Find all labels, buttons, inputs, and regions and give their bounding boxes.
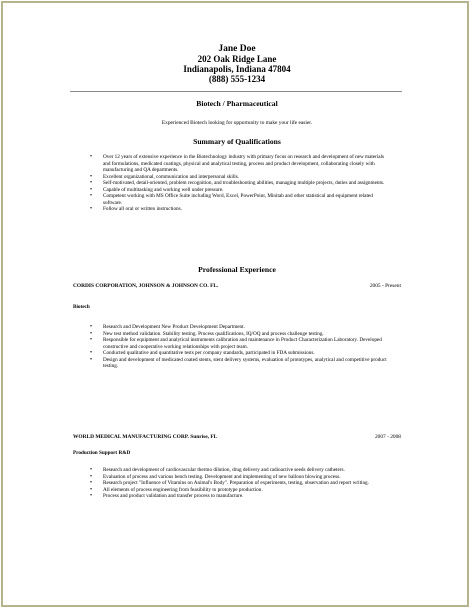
company-name: CORDIS CORPORATION, JOHNSON & JOHNSON CO. FL. [73, 283, 219, 289]
company-name: WORLD MEDICAL MANUFACTURING CORP. Sunrise, FL [73, 434, 218, 440]
phone-number: (888) 555-1234 [208, 74, 266, 84]
summary-list [90, 154, 390, 213]
resume-header [0, 44, 474, 84]
list-item: • Design and development of medicated coated stents, stent delivery systems, evaluation of prototypes, analytical and competitive product testing. [90, 357, 395, 370]
job-duties-list [90, 324, 395, 370]
list-item: • Research project "Influence of Vitamins on Animal's Body". Preparation of experiments, testing, observation and report writing. [90, 480, 395, 487]
applicant-name: Jane Doe [218, 44, 256, 54]
list-item: • Conducted qualitative and quantitative tests per company standards, participated in FDA submissions. [90, 350, 395, 357]
list-item: • Competent working with MS Office Suite including Word, Excel, PowerPoint, Minitab and other statistical and equipment related software. [90, 193, 390, 206]
job-duties-list [90, 467, 395, 500]
list-item: • Research and development of cardiovascular thermo dilution, drug delivery and radioactive seeds delivery catheters. [90, 467, 395, 474]
job-dates: 2005 - Present [369, 283, 401, 289]
list-item: • All elements of process engineering from feasibility to prototype production. [90, 487, 395, 494]
objective-statement: Experienced Biotech looking for opportunity to make your life easier. [161, 120, 313, 126]
job-role: Production Support R&D [73, 450, 131, 456]
job-role: Biotech [73, 304, 90, 310]
list-item: • Research and Development New Product Development Department. [90, 324, 395, 331]
header-divider [70, 91, 402, 92]
list-item: • Evaluation of process and various bench testing. Development and implementing of new balloon blowing process. [90, 474, 395, 481]
experience-heading: Professional Experience [198, 265, 276, 274]
list-item: • Self-motivated, detail-oriented, problem recognition, and troubleshooting abilities, managing multiple projects, duties and assignments. [90, 180, 390, 187]
job-dates: 2007 - 2008 [374, 434, 401, 440]
list-item: • Over 12 years of extensive experience in the Biotechnology industry with primary focus on research and development of new materials and formulations, medicated coatings, physical and analytical testing, process and product development, collaborating closely with manufacturing and QA departments. [90, 154, 390, 174]
city-state-zip: Indianapolis, Indiana 47804 [183, 64, 291, 74]
list-item: • Capable of multitasking and working well under pressure. [90, 187, 390, 194]
resume-title: Biotech / Pharmaceutical [196, 99, 278, 108]
summary-heading: Summary of Qualifications [193, 137, 281, 146]
list-item: • Excellent organizational, communication and interpersonal skills. [90, 174, 390, 181]
street-address: 202 Oak Ridge Lane [197, 54, 277, 64]
list-item: • Follow all oral or written instructions. [90, 206, 390, 213]
list-item: • Process and product validation and transfer process to manufacture. [90, 493, 395, 500]
list-item: • New test method validation. Stability testing. Process qualifications, IQ/OQ and process challenge testing. [90, 331, 395, 338]
list-item: • Responsible for equipment and analytical instruments calibration and maintenance in Product Characterization Laboratory. Developed constructive and cooperative working relationships with project team. [90, 337, 395, 350]
